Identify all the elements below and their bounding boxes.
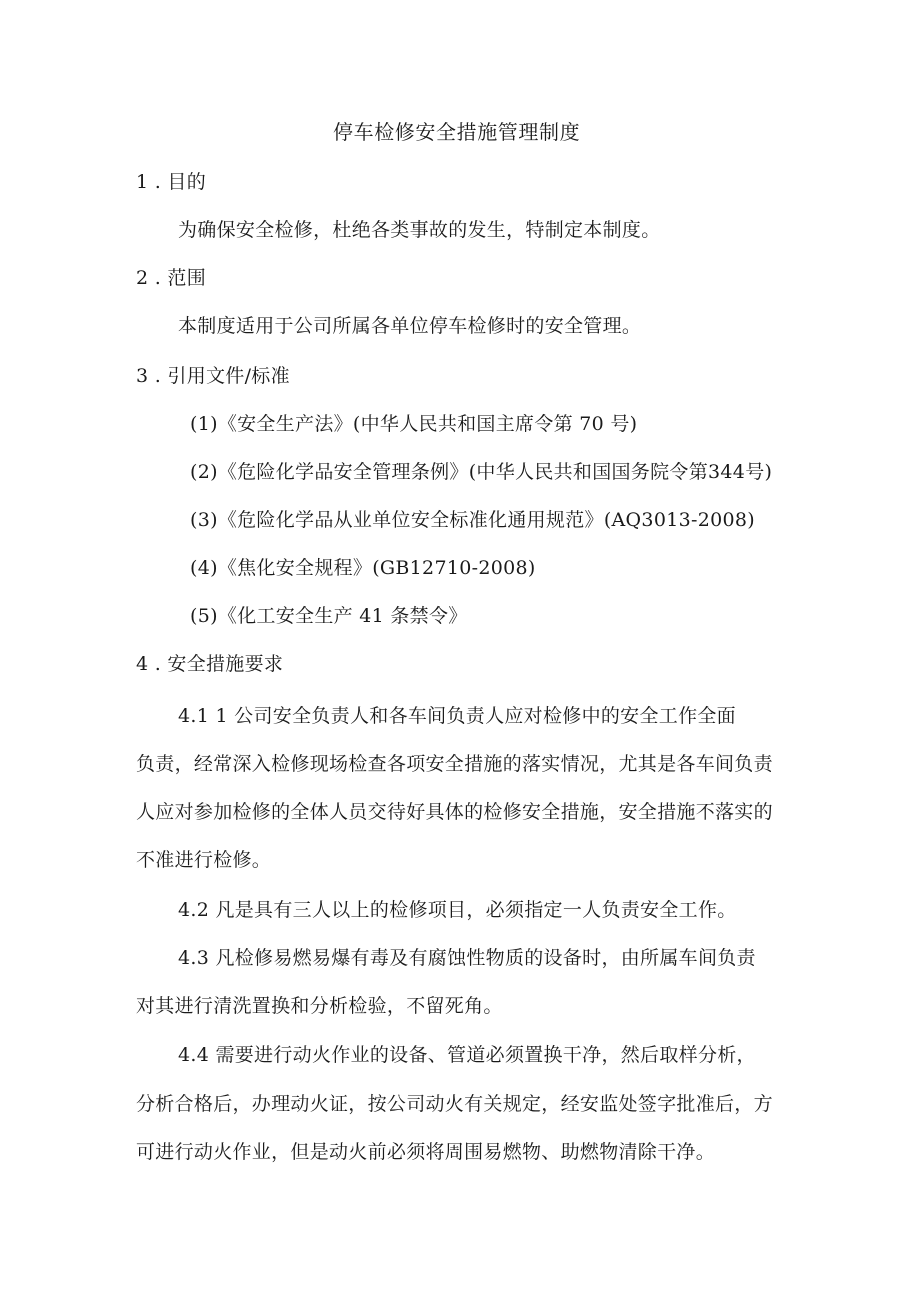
reference-item: (4)《焦化安全规程》(GB12710-2008) — [190, 557, 536, 579]
clause-line: 负责，经常深入检修现场检查各项安全措施的落实情况，尤其是各车间负责 — [136, 753, 773, 775]
clause-line: 可进行动火作业，但是动火前必须将周围易燃物、助燃物清除干净。 — [136, 1141, 716, 1163]
clause-line: 4.3 凡检修易燃易爆有毒及有腐蚀性物质的设备时，由所属车间负责 — [178, 947, 756, 969]
reference-item: (5)《化工安全生产 41 条禁令》 — [190, 605, 468, 627]
clause-line: 对其进行清洗置换和分析检验，不留死角。 — [136, 995, 503, 1017]
clause-line: 分析合格后，办理动火证，按公司动火有关规定，经安监处签字批准后，方 — [136, 1093, 773, 1115]
reference-item: (3)《危险化学品从业单位安全标准化通用规范》(AQ3013-2008) — [190, 509, 755, 531]
clause-line: 不准进行检修。 — [136, 849, 272, 871]
clause-line: 人应对参加检修的全体人员交待好具体的检修安全措施，安全措施不落实的 — [136, 801, 773, 823]
section-heading-purpose: 1 . 目的 — [136, 171, 207, 193]
clause-line: 4.1 1 公司安全负责人和各车间负责人应对检修中的安全工作全面 — [178, 705, 736, 727]
reference-item: (1)《安全生产法》(中华人民共和国主席令第 70 号) — [190, 413, 638, 435]
section-body-purpose: 为确保安全检修，杜绝各类事故的发生，特制定本制度。 — [178, 219, 661, 241]
document-title: 停车检修安全措施管理制度 — [333, 120, 581, 144]
clause-line: 4.4 需要进行动火作业的设备、管道必须置换干净，然后取样分析， — [178, 1044, 756, 1066]
reference-item: (2)《危险化学品安全管理条例》(中华人民共和国国务院令第344号) — [190, 461, 773, 483]
clause-line: 4.2 凡是具有三人以上的检修项目，必须指定一人负责安全工作。 — [178, 899, 737, 921]
section-heading-requirements: 4 . 安全措施要求 — [136, 653, 284, 675]
section-heading-scope: 2 . 范围 — [136, 267, 207, 289]
section-body-scope: 本制度适用于公司所属各单位停车检修时的安全管理。 — [178, 315, 642, 337]
section-heading-references: 3 . 引用文件/标准 — [136, 365, 290, 387]
